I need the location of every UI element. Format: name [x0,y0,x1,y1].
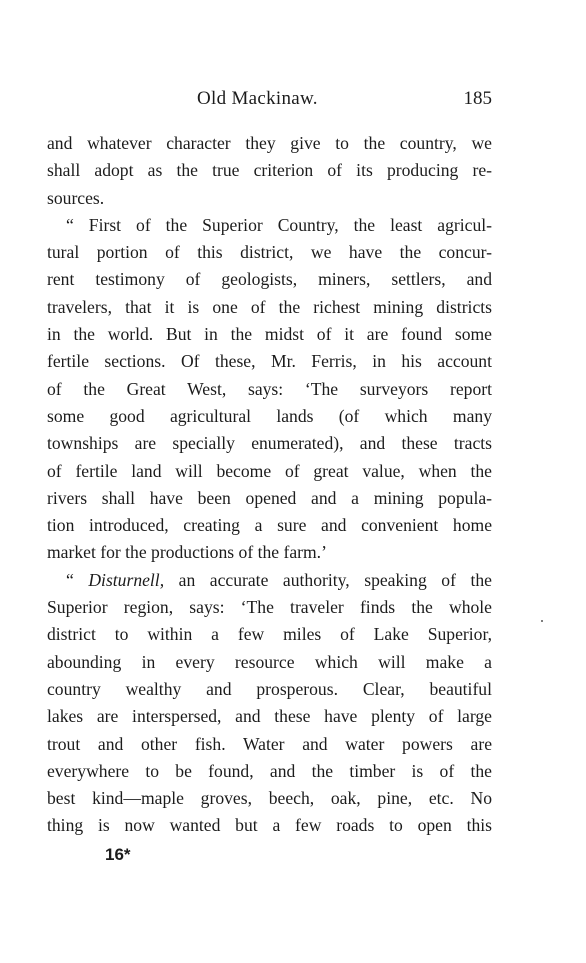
text-line: lakes are interspersed, and these have plenty of large [47,706,492,727]
text-line: shall adopt as the true criterion of its producing re- [47,160,492,181]
text-line-rest: an accurate authority, speaking of the [164,569,492,590]
text-line: rent testimony of geologists, miners, settlers, and [47,269,492,290]
text-line: rivers shall have been opened and a mining popula- [47,487,492,508]
text-line: trout and other fish. Water and water powers are [47,733,492,754]
text-line: abounding in every resource which will make a [47,651,492,672]
open-quote: “ [66,569,89,590]
text-line: fertile sections. Of these, Mr. Ferris, in his account [47,351,492,372]
text-line [47,567,492,594]
text-line: Superior region, says: ‘The traveler finds the whole [47,597,492,618]
text-line: some good agricultural lands (of which many [47,405,492,426]
ink-speck [541,620,543,622]
text-line: everywhere to be found, and the timber is of the [47,760,492,781]
italic-author-name: Disturnell, [88,569,165,590]
text-line: country wealthy and prosperous. Clear, beautiful [47,678,492,699]
text-line: in the world. But in the midst of it are found some [47,324,492,345]
text-line: of fertile land will become of great value, when the [47,460,492,481]
text-line: district to within a few miles of Lake Superior, [47,624,492,645]
text-line: and whatever character they give to the country, we [47,133,492,153]
running-head [47,88,492,116]
text-line: sources. [47,187,105,208]
text-line: tion introduced, creating a sure and convenient home [47,515,492,536]
text-line: thing is now wanted but a few roads to open this [47,815,492,836]
text-line: travelers, that it is one of the richest mining districts [47,296,492,317]
text-line: “ First of the Superior Country, the least agricul- [66,214,492,235]
page-number: 185 [463,88,492,109]
running-title: Old Mackinaw. [197,88,318,109]
signature-mark: 16* [105,845,131,864]
text-line: market for the productions of the farm.’ [47,542,327,563]
text-line: best kind—maple groves, beech, oak, pine, etc. No [47,788,492,809]
text-line: townships are specially enumerated), and these tracts [47,433,492,454]
text-line: tural portion of this district, we have the concur- [47,242,492,263]
text-line: of the Great West, says: ‘The surveyors report [47,378,492,399]
body-text [47,130,492,840]
